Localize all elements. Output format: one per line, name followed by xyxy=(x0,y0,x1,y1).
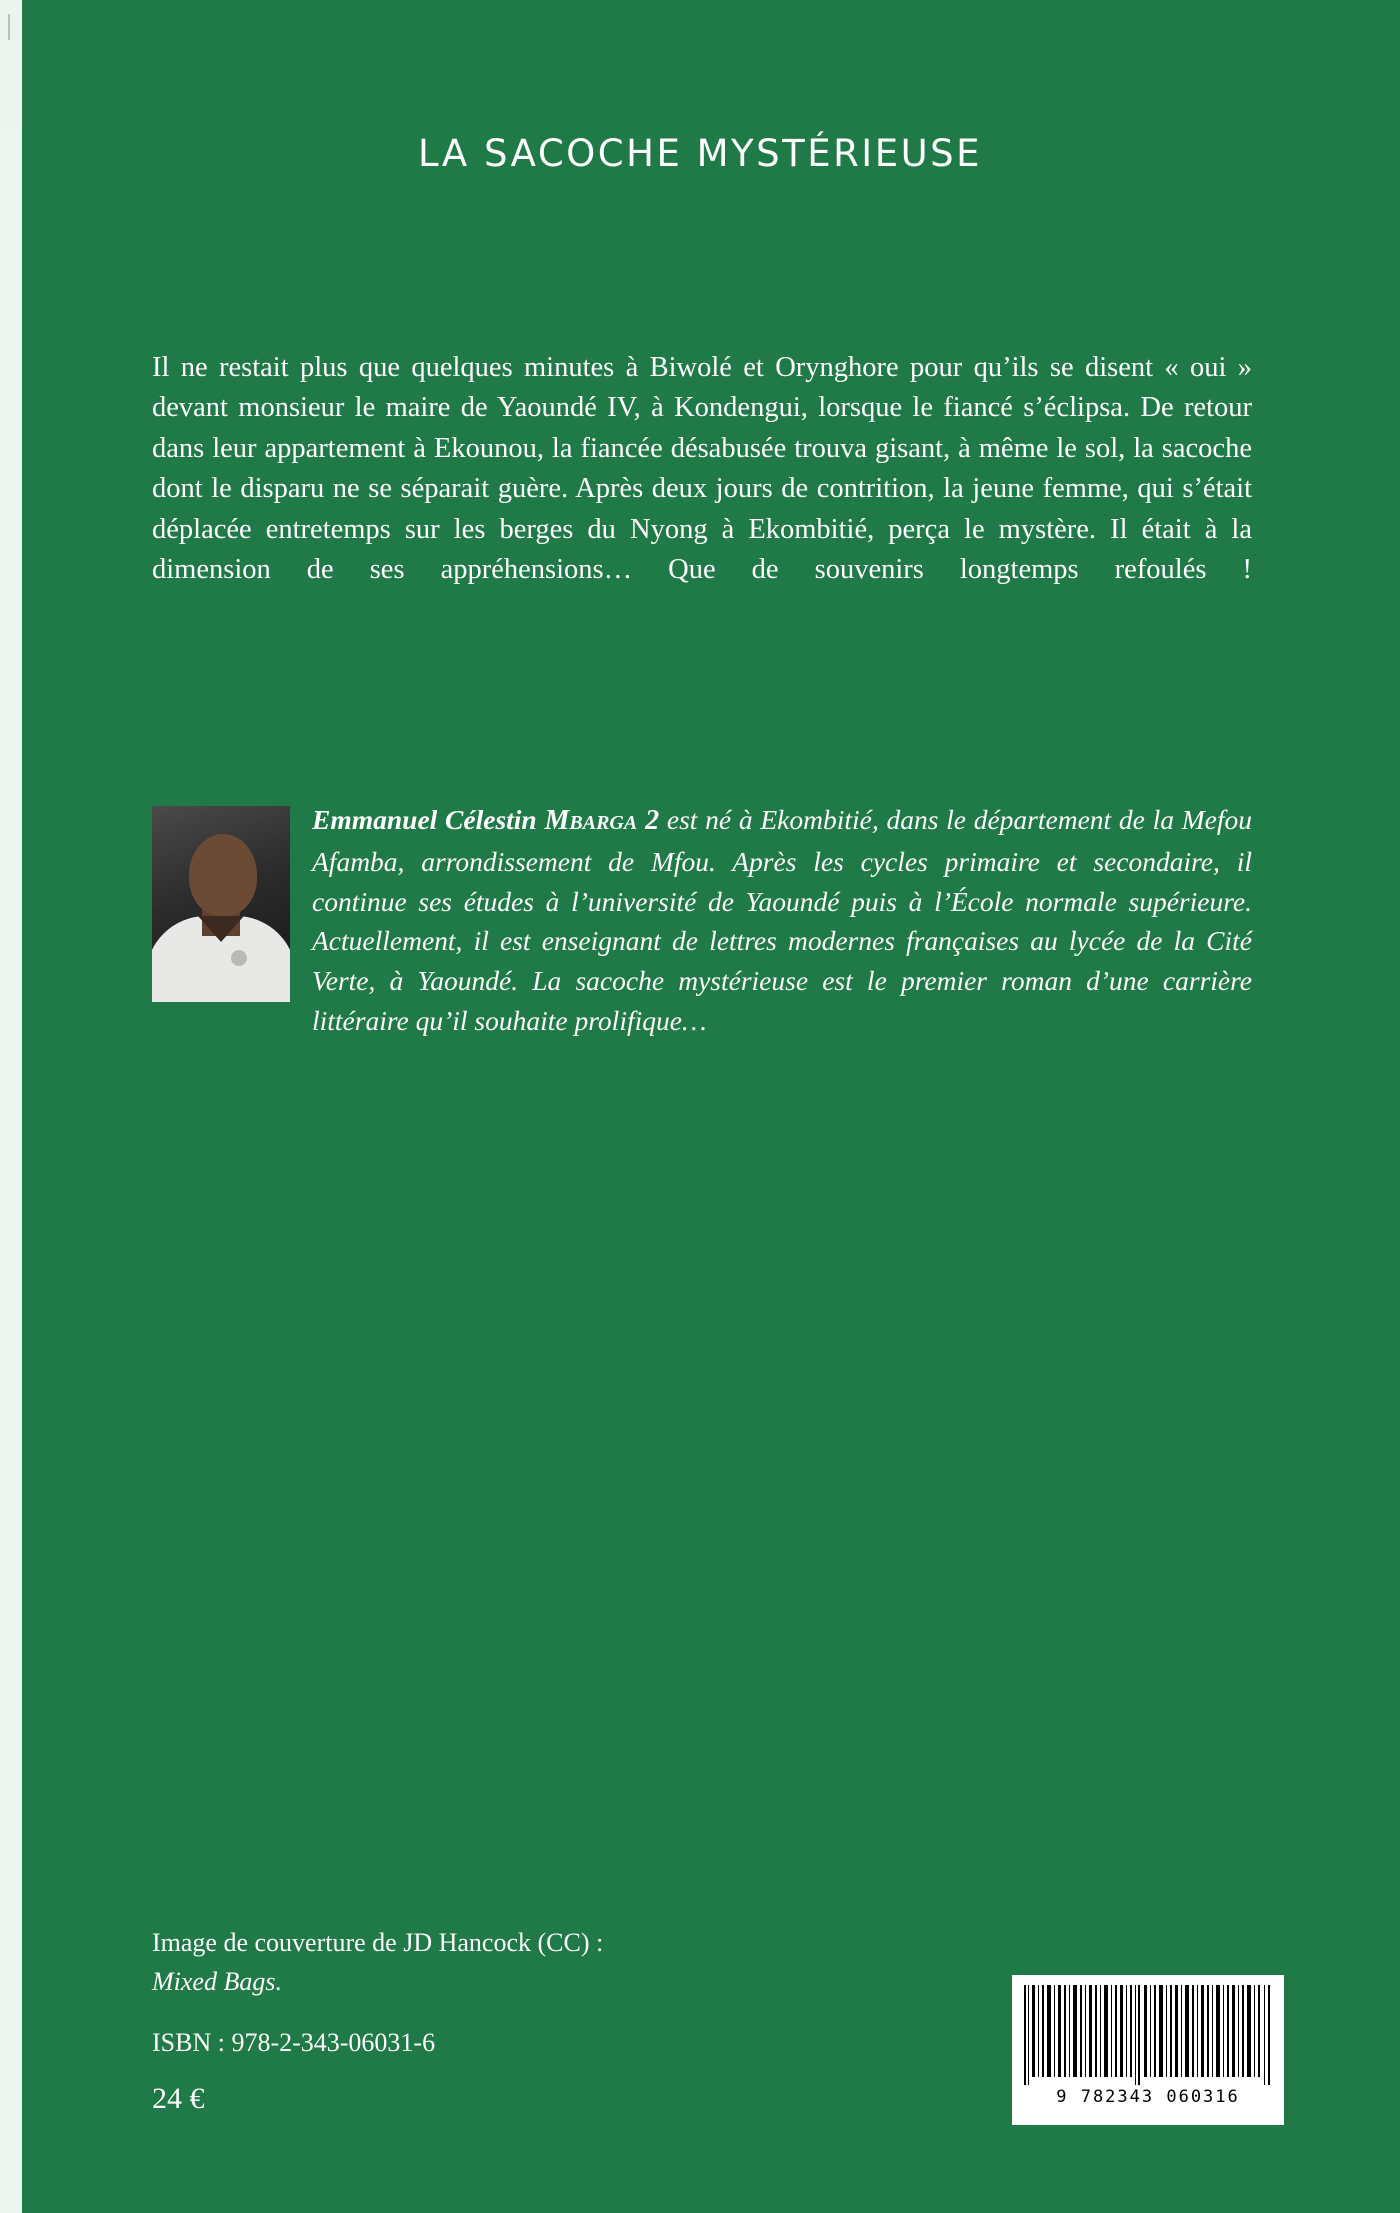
spine-mark xyxy=(8,14,10,40)
author-photo xyxy=(152,806,290,1002)
barcode-digits: 9 782343 060316 xyxy=(1056,2087,1240,2107)
author-name-first: Emmanuel Célestin xyxy=(312,804,545,835)
author-photo-pendant xyxy=(231,950,247,966)
author-bio-part2: est le premier roman d’une carrière littéraire qu’il souhaite prolifique… xyxy=(312,965,1252,1037)
author-bio-block xyxy=(152,800,1252,1041)
author-bio-part1: est né à Ekombitié, dans le département de la Mefou Afamba, arrondissement de Mfou. Après les cycles primaire et secondaire, il continue ses études à l’université de Yaoundé puis à l’École normale supérieure. Actuellement, il est enseignant de lettres modernes françaises au lycée de la Cité Verte, à Yaoundé. xyxy=(312,804,1253,997)
book-blurb: Il ne restait plus que quelques minutes à Biwolé et Orynghore pour qu’ils se disent « oui » devant monsieur le maire de Yaoundé IV, à Kondengui, lorsque le fiancé s’éclipsa. De retour dans leur appartement à Ekounou, la fiancée désabusée trouva gisant, à même le sol, la sacoche dont le disparu ne se séparait guère. Après deux jours de contrition, la jeune femme, qui s’était déplacée entretemps sur les berges du Nyong à Ekombitié, perça le mystère. Il était à la dimension de ses appréhensions… Que de souvenirs longtemps refoulés ! xyxy=(152,352,1252,586)
barcode-bars-icon xyxy=(1024,1985,1272,2085)
author-photo-head xyxy=(189,834,257,916)
price-line: 24 € xyxy=(152,2082,205,2115)
author-bio-book-title: La sacoche mystérieuse xyxy=(532,965,809,997)
barcode xyxy=(1012,1975,1284,2125)
isbn-line: ISBN : 978-2-343-06031-6 xyxy=(152,2028,436,2057)
author-name-last: Mbarga 2 xyxy=(544,805,660,836)
spine-strip xyxy=(0,0,22,2213)
cover-credit-title: Mixed Bags. xyxy=(152,1967,282,1996)
cover-credit-line: Image de couverture de JD Hancock (CC) : xyxy=(152,1928,604,1957)
footer-info xyxy=(152,1923,792,2121)
book-title: LA SACOCHE MYSTÉRIEUSE xyxy=(417,132,983,175)
author-bio-text xyxy=(152,800,1252,1041)
